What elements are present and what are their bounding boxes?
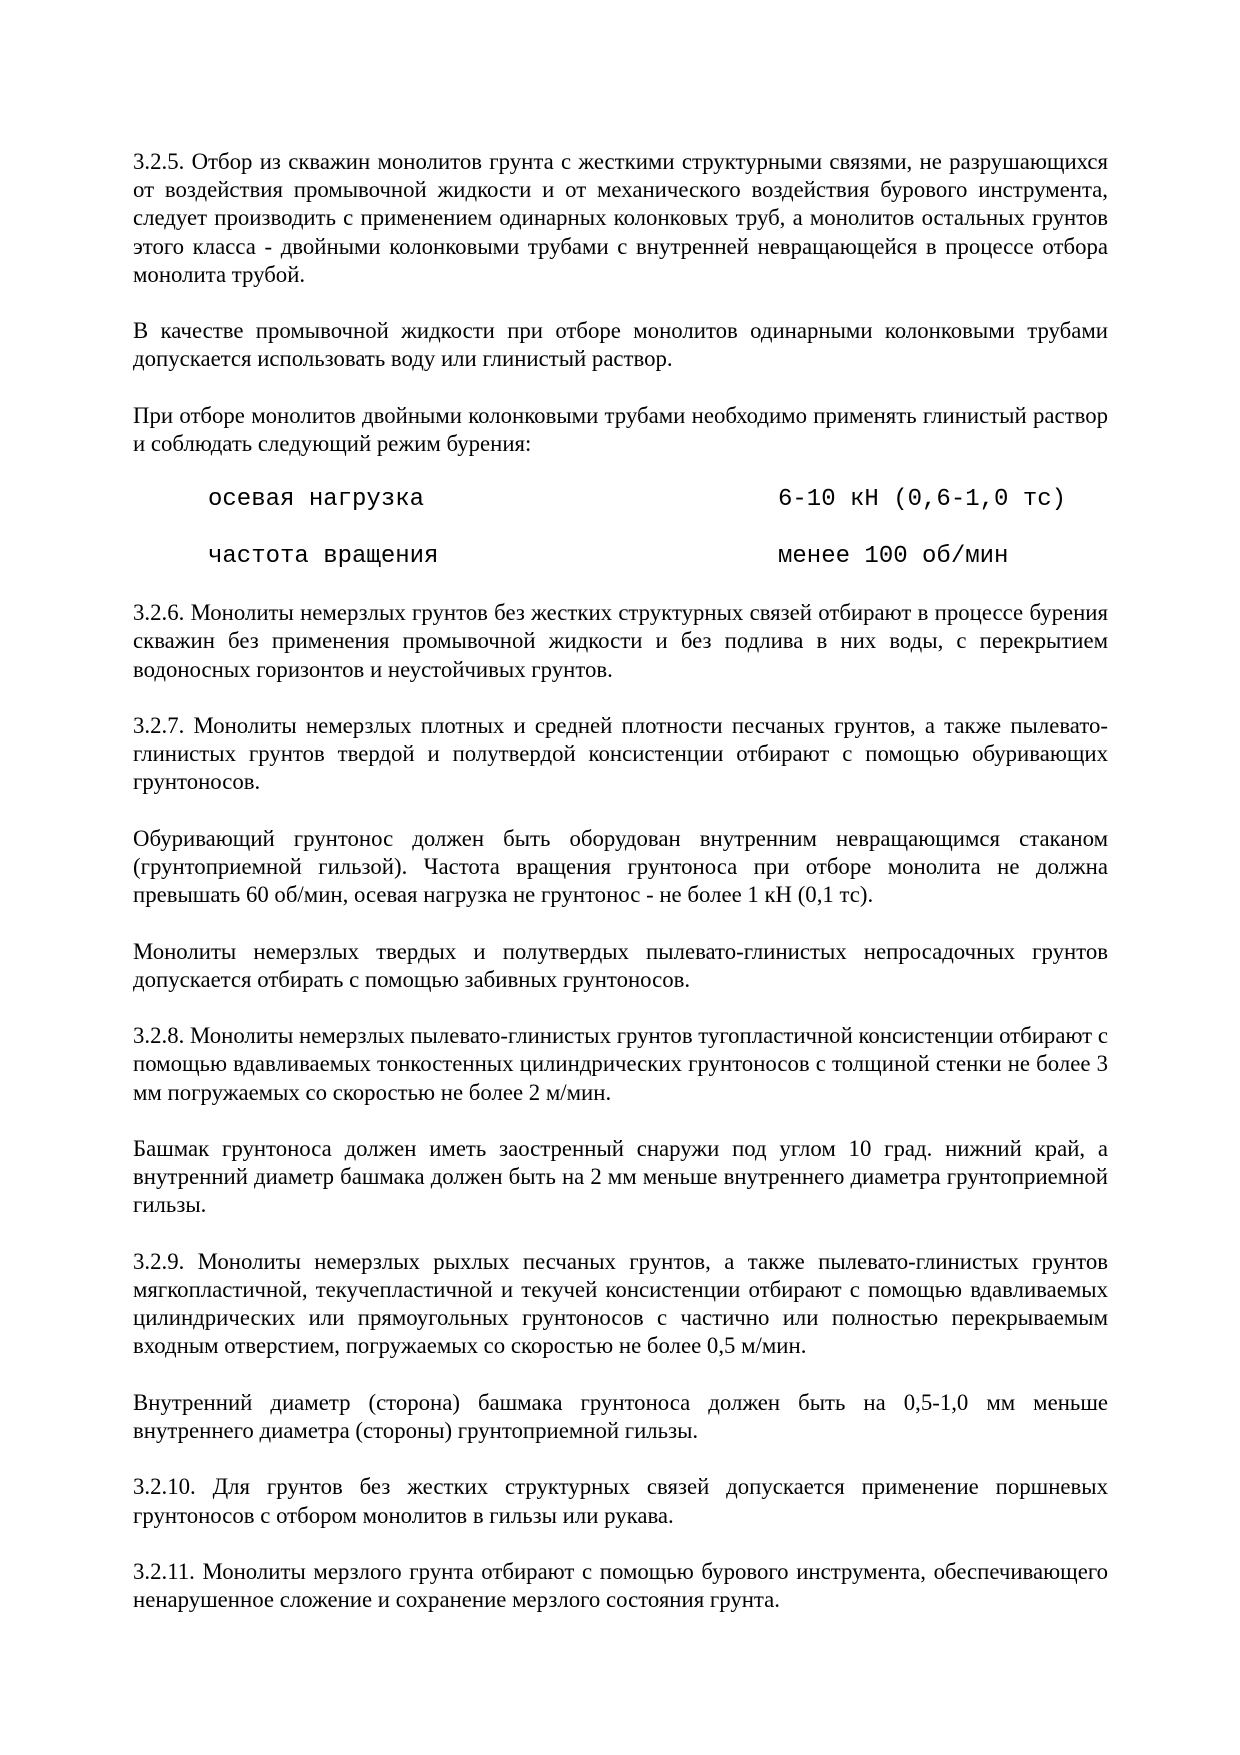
paragraph-3-2-6: 3.2.6. Монолиты немерзлых грунтов без жестких структурных связей отбирают в процессе бурения скважин без применения промывочной жидкости и без подлива в них воды, с перекрытием водоносных горизонтов и неустойчивых грунтов. [133,600,1108,682]
paragraph-sampler-shoe: Башмак грунтоноса должен иметь заостренный снаружи под углом 10 град. нижний край, а внутренний диаметр башмака должен быть на 2 мм меньше внутреннего диаметра грунтоприемной гильзы. [133,1135,1108,1218]
paragraph-flushing-fluid: В качестве промывочной жидкости при отборе монолитов одинарными колонковыми трубами допускается использовать воду или глинистый раствор. [133,318,1108,372]
paragraph-3-2-10: 3.2.10. Для грунтов без жестких структурных связей допускается применение поршневых грунтоносов с отбором монолитов в гильзы или рукава. [133,1474,1108,1528]
drilling-mode-value: менее 100 об/мин [778,542,1009,570]
drilling-mode-value: 6-10 кН (0,6-1,0 тс) [778,486,1067,514]
paragraph-shoe-diameter: Внутренний диаметр (сторона) башмака грунтоноса должен быть на 0,5-1,0 мм меньше внутреннего диаметра (стороны) грунтоприемной гильзы. [133,1389,1108,1443]
drilling-mode-table [133,486,1108,571]
paragraph-coring-sampler: Обуривающий грунтонос должен быть оборудован внутренним невращающимся стаканом (грунтоприемной гильзой). Частота вращения грунтоноса при отборе монолита не должна превышать 60 об/мин, осевая нагрузка не грунтонос - не более 1 кН (0,1 тс). [133,825,1108,908]
drilling-mode-key: осевая нагрузка [208,486,425,514]
paragraph-3-2-8: 3.2.8. Монолиты немерзлых пылевато-глинистых грунтов тугопластичной консистенции отбирают с помощью вдавливаемых тонкостенных цилиндрических грунтоносов с толщиной стенки не более 3 мм погружаемых со скоростью не более 2 м/мин. [133,1023,1108,1105]
drilling-mode-key: частота вращения [208,542,439,570]
paragraph-3-2-9: 3.2.9. Монолиты немерзлых рыхлых песчаных грунтов, а также пылевато-глинистых грунтов мягкопластичной, текучепластичной и текучей консистенции отбирают с помощью вдавливаемых цилиндрических или прямоугольных грунтоносов с частично или полностью перекрываемым входным отверстием, погружаемых со скоростью не более 0,5 м/мин. [133,1248,1108,1359]
paragraph-driven-samplers: Монолиты немерзлых твердых и полутвердых пылевато-глинистых непросадочных грунтов допускается отбирать с помощью забивных грунтоносов. [133,938,1108,992]
paragraph-3-2-11: 3.2.11. Монолиты мерзлого грунта отбирают с помощью бурового инструмента, обеспечивающего ненарушенное сложение и сохранение мерзлого состояния грунта. [133,1558,1108,1613]
drilling-mode-row [208,486,1108,514]
paragraph-double-core-tubes: При отборе монолитов двойными колонковыми трубами необходимо применять глинистый раствор и соблюдать следующий режим бурения: [133,402,1108,456]
document-page [133,148,1108,1643]
paragraph-3-2-5: 3.2.5. Отбор из скважин монолитов грунта с жесткими структурными связями, не разрушающихся от воздействия промывочной жидкости и от механического воздействия бурового инструмента, следует производить с применением одинарных колонковых труб, а монолитов остальных грунтов этого класса - двойными колонковыми трубами с внутренней невращающейся в процессе отбора монолита трубой. [133,149,1108,287]
paragraph-3-2-7: 3.2.7. Монолиты немерзлых плотных и средней плотности песчаных грунтов, а также пылевато-глинистых грунтов твердой и полутвердой консистенции отбирают с помощью обуривающих грунтоносов. [133,712,1108,795]
drilling-mode-row [208,543,1108,571]
